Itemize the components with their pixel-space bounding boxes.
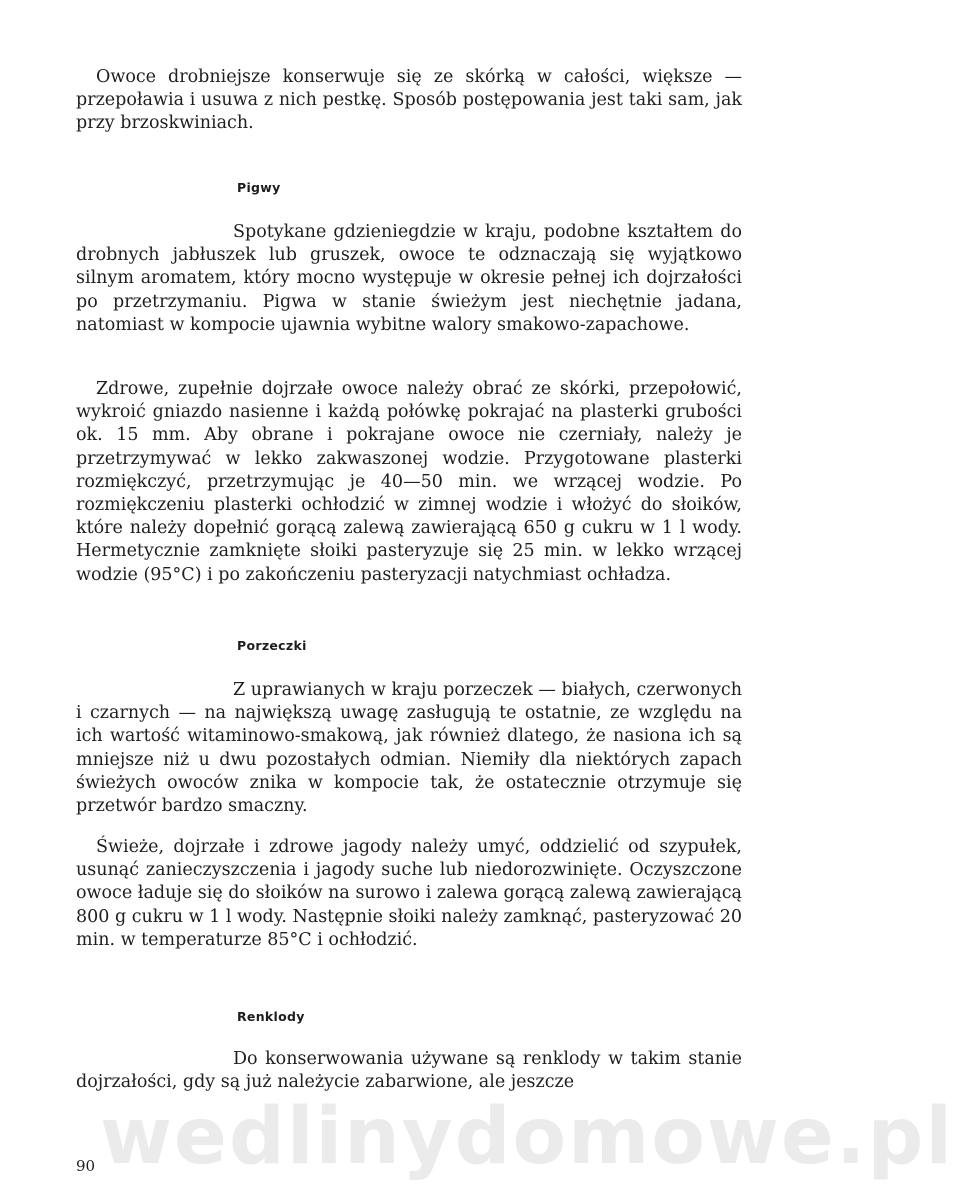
pigwy-paragraph-2: Zdrowe, zupełnie dojrzałe owoce należy obrać ze skórki, przepołowić, wykroić gniazdo nasienne i każdą połówkę pokrajać na plasterki grubości ok. 15 mm. Aby obrane i pokrajane owoce nie czerniały, należy je przetrzymywać w lekko zakwaszonej wodzie. Przygotowane plasterki rozmiękczyć, przetrzymując je 40—50 min. we wrzącej wodzie. Po rozmiękczeniu plasterki ochłodzić w zimnej wodzie i włożyć do słoików, które należy dopełnić gorącą zalewą zawierającą 650 g cukru w 1 l wody. Hermetycznie zamknięte słoiki pasteryzuje się 25 min. w lekko wrzącej wodzie (95°C) i po zakończeniu pasteryzacji natychmiast ochładza. <box>76 379 742 585</box>
renklody-paragraph-1: Do konserwowania używane są renklody w takim stanie dojrzałości, gdy są już należycie zabarwione, ale jeszcze <box>76 1049 742 1093</box>
porzeczki-paragraph-1: Z uprawianych w kraju porzeczek — białych, czerwonych i czarnych — na największą uwagę zasługują te ostatnie, ze względu na ich wartość witaminowo-smakową, jak również dlatego, że nasiona ich są mniejsze niż u dwu pozostałych odmian. Niemiły dla niektórych zapach świeżych owoców znika w kompocie tak, że ostatecznie otrzymuje się przetwór bardzo smaczny. <box>76 680 742 817</box>
site-watermark: wedlinydomowe.pl <box>100 1092 954 1182</box>
porzeczki-paragraph-2: Świeże, dojrzałe i zdrowe jagody należy umyć, oddzielić od szypułek, usunąć zanieczyszczenia i jagody suche lub niedorozwinięte. Oczyszczone owoce ładuje się do słoików na surowo i zalewa gorącą zalewą zawierającą 800 g cukru w 1 l wody. Następnie słoiki należy zamknąć, pasteryzować 20 min. w temperaturze 85°C i ochłodzić. <box>76 837 742 950</box>
document-page <box>76 0 954 1200</box>
section-heading-porzeczki: Porzeczki <box>237 638 307 653</box>
intro-paragraph: Owoce drobniejsze konserwuje się ze skórką w całości, większe — przepoławia i usuwa z nich pestkę. Sposób postępowania jest taki sam, jak przy brzoskwiniach. <box>76 67 742 134</box>
pigwy-paragraph-1: Spotykane gdzieniegdzie w kraju, podobne kształtem do drobnych jabłuszek lub gruszek, owoce te odznaczają się wyjątkowo silnym aromatem, który mocno występuje w okresie pełnej ich dojrzałości po przetrzymaniu. Pigwa w stanie świeżym jest niechętnie jadana, natomiast w kompocie ujawnia wybitne walory smakowo-zapachowe. <box>76 222 742 335</box>
section-heading-pigwy: Pigwy <box>237 180 281 195</box>
page-number: 90 <box>76 1157 96 1175</box>
section-heading-renklody: Renklody <box>237 1009 305 1024</box>
